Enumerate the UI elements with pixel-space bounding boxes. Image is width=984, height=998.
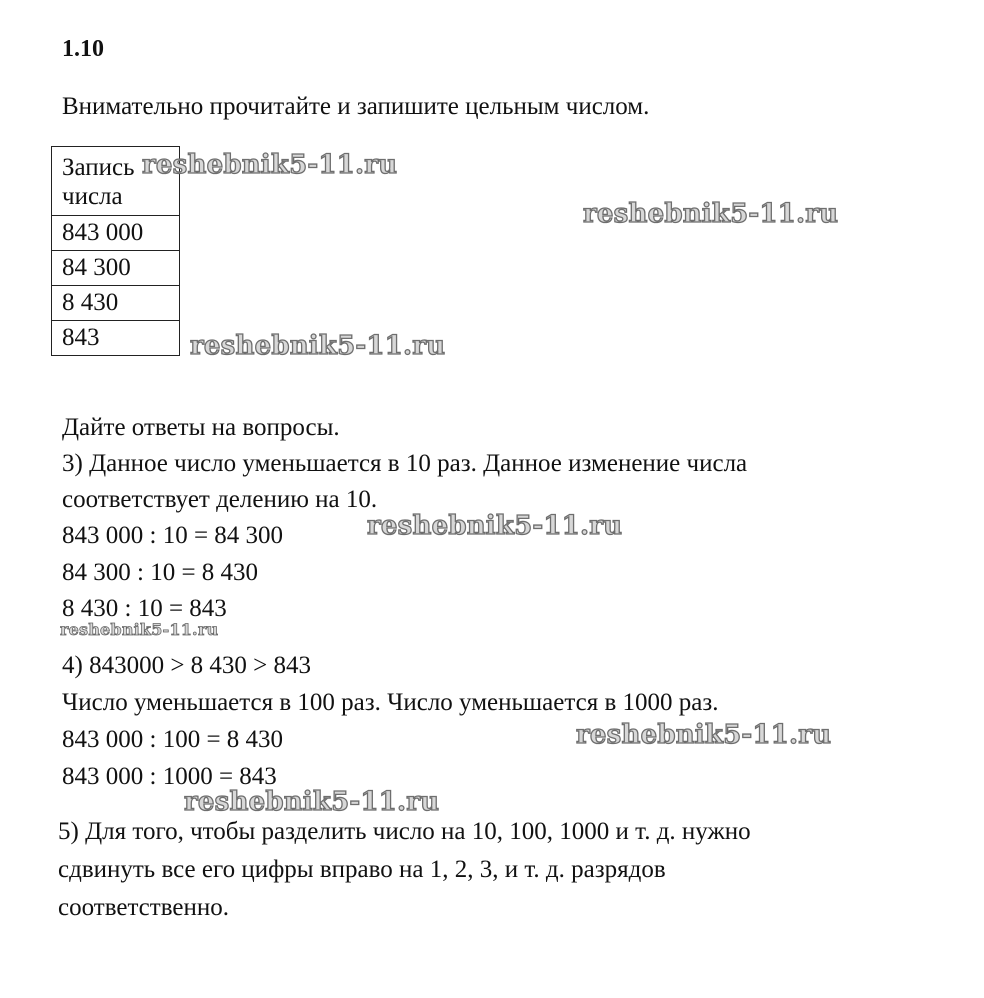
watermark: reshebnik5-11.ru (60, 620, 219, 639)
table-row (52, 286, 180, 321)
table-header-cell (52, 147, 180, 216)
answer4-equation1: 843 000 : 100 = 8 430 (62, 726, 284, 753)
exercise-number: 1.10 (62, 36, 104, 62)
answer5-line3: соответственно. (58, 894, 229, 921)
answer5-line2: сдвинуть все его цифры вправо на 1, 2, 3, и т. д. разрядов (58, 856, 666, 883)
watermark: reshebnik5-11.ru (142, 150, 398, 180)
answer3-equation2: 84 300 : 10 = 8 430 (62, 559, 259, 586)
table-cell: 843 000 (52, 216, 180, 251)
table-header-row (52, 147, 180, 216)
table-header-line1: Запись (62, 154, 135, 181)
table-cell: 843 (52, 321, 180, 356)
table-cell: 8 430 (52, 286, 180, 321)
table-header-line2: числа (62, 183, 123, 210)
answer3-line1: 3) Данное число уменьшается в 10 раз. Данное изменение числа (62, 450, 748, 477)
answer4-line2: Число уменьшается в 100 раз. Число уменьшается в 1000 раз. (62, 689, 719, 716)
table-row (52, 251, 180, 286)
answer4-line1: 4) 843000 > 8 430 > 843 (62, 652, 312, 679)
table-row (52, 321, 180, 356)
answer3-line2: соответствует делению на 10. (62, 486, 378, 513)
numbers-table (51, 146, 180, 356)
answer5-line1: 5) Для того, чтобы разделить число на 10, 100, 1000 и т. д. нужно (58, 818, 751, 845)
watermark: reshebnik5-11.ru (184, 787, 440, 817)
instruction-text: Внимательно прочитайте и запишите цельным числом. (62, 93, 650, 120)
watermark: reshebnik5-11.ru (576, 720, 832, 750)
watermark: reshebnik5-11.ru (367, 511, 623, 541)
watermark: reshebnik5-11.ru (190, 331, 446, 361)
answer4-equation2: 843 000 : 1000 = 843 (62, 763, 277, 790)
table-cell: 84 300 (52, 251, 180, 286)
answer3-equation1: 843 000 : 10 = 84 300 (62, 522, 284, 549)
table-row (52, 216, 180, 251)
answer3-equation3: 8 430 : 10 = 843 (62, 595, 227, 622)
questions-intro: Дайте ответы на вопросы. (62, 414, 340, 441)
watermark: reshebnik5-11.ru (583, 199, 839, 229)
